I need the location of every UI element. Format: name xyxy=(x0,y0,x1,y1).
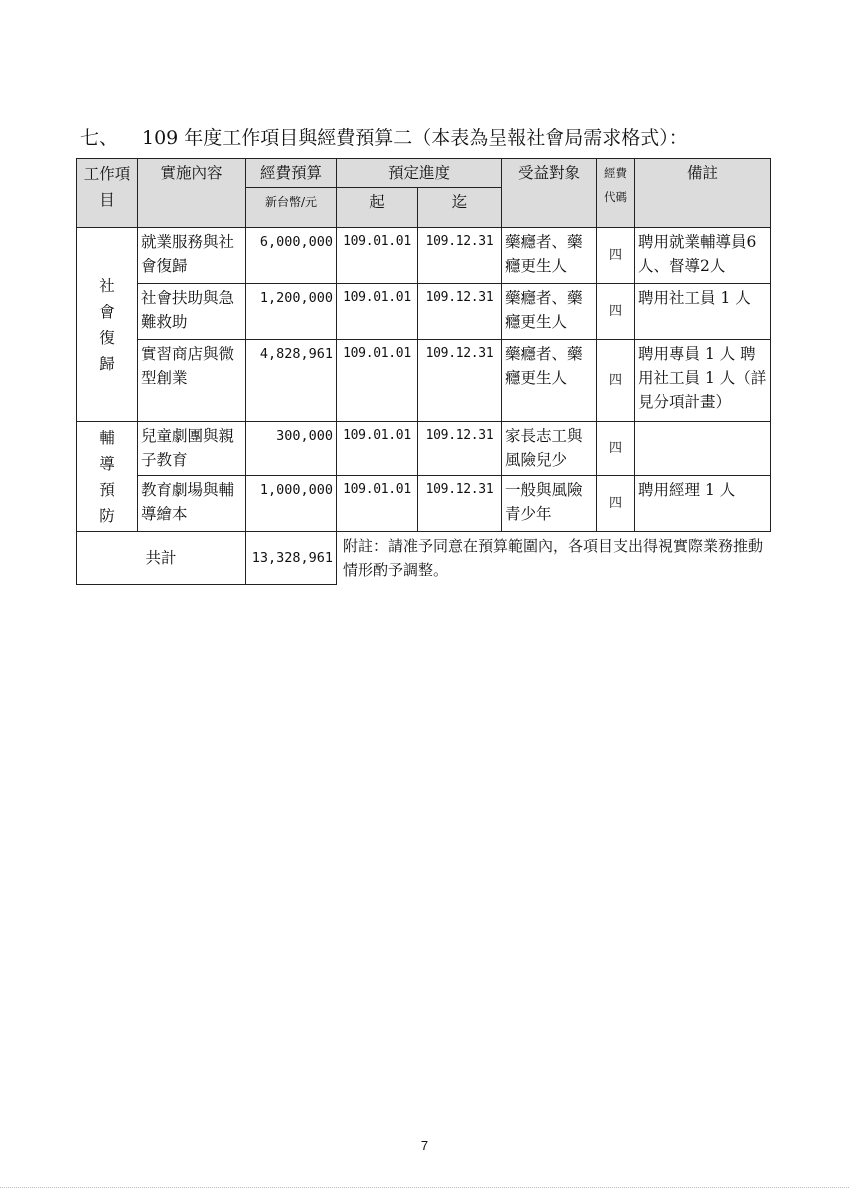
row-beneficiary: 藥癮者、藥癮更生人 xyxy=(502,284,597,340)
header-beneficiary: 受益對象 xyxy=(502,159,597,228)
page-divider xyxy=(0,1187,849,1188)
row-beneficiary: 家長志工與風險兒少 xyxy=(502,422,597,476)
row-content: 社會扶助與急難救助 xyxy=(138,284,246,340)
row-end: 109.12.31 xyxy=(418,284,502,340)
table-row xyxy=(77,476,771,532)
table-row xyxy=(77,228,771,284)
row-fund-code: 四 xyxy=(597,228,635,284)
total-value: 13,328,961 xyxy=(246,532,337,585)
row-content: 兒童劇團與親子教育 xyxy=(138,422,246,476)
budget-table xyxy=(76,158,771,585)
category-char: 導 xyxy=(99,454,115,473)
row-fund-code: 四 xyxy=(597,340,635,422)
row-content: 教育劇場與輔導繪本 xyxy=(138,476,246,532)
category-char: 輔 xyxy=(99,428,115,447)
row-fund-code: 四 xyxy=(597,476,635,532)
header-work-item: 工作項目 xyxy=(77,159,138,228)
section-heading xyxy=(80,123,688,150)
row-budget: 300,000 xyxy=(246,422,337,476)
row-start: 109.01.01 xyxy=(337,228,418,284)
row-remarks xyxy=(635,422,771,476)
row-beneficiary: 藥癮者、藥癮更生人 xyxy=(502,228,597,284)
budget-note: 附註：請准予同意在預算範圍內，各項目支出得視實際業務推動情形酌予調整。 xyxy=(343,537,764,579)
category-char: 防 xyxy=(99,506,115,525)
row-remarks: 聘用專員 1 人 聘用社工員 1 人（詳見分項計畫） xyxy=(635,340,771,422)
category-char: 預 xyxy=(99,480,115,499)
row-end: 109.12.31 xyxy=(418,476,502,532)
header-start: 起 xyxy=(337,188,418,228)
section-title: 109 年度工作項目與經費預算二（本表為呈報社會局需求格式）： xyxy=(142,127,688,149)
row-end: 109.12.31 xyxy=(418,228,502,284)
row-beneficiary: 一般與風險青少年 xyxy=(502,476,597,532)
header-fund-code xyxy=(597,159,635,228)
row-fund-code: 四 xyxy=(597,422,635,476)
row-end: 109.12.31 xyxy=(418,340,502,422)
header-fund-code-line1: 經費 xyxy=(604,166,628,180)
header-fund-code-line2: 代碼 xyxy=(604,190,628,204)
row-budget: 6,000,000 xyxy=(246,228,337,284)
category-char: 歸 xyxy=(99,354,115,373)
row-budget: 4,828,961 xyxy=(246,340,337,422)
table-row xyxy=(77,422,771,476)
total-row xyxy=(77,532,771,585)
header-end: 迄 xyxy=(418,188,502,228)
total-label: 共計 xyxy=(77,532,246,585)
category-char: 社 xyxy=(99,276,115,295)
row-start: 109.01.01 xyxy=(337,422,418,476)
page-number: 7 xyxy=(420,1138,429,1153)
row-start: 109.01.01 xyxy=(337,340,418,422)
header-remarks: 備註 xyxy=(635,159,771,228)
row-fund-code: 四 xyxy=(597,284,635,340)
header-budget-unit: 新台幣/元 xyxy=(246,188,337,228)
row-content: 實習商店與微型創業 xyxy=(138,340,246,422)
row-content: 就業服務與社會復歸 xyxy=(138,228,246,284)
category-social-reintegration xyxy=(77,228,138,422)
table-row xyxy=(77,340,771,422)
row-budget: 1,000,000 xyxy=(246,476,337,532)
row-start: 109.01.01 xyxy=(337,476,418,532)
header-budget: 經費預算 xyxy=(246,159,337,188)
category-char: 會 xyxy=(99,302,115,321)
row-budget: 1,200,000 xyxy=(246,284,337,340)
table-row xyxy=(77,284,771,340)
section-number: 七、 xyxy=(80,127,119,149)
header-schedule: 預定進度 xyxy=(337,159,502,188)
row-remarks: 聘用經理 1 人 xyxy=(635,476,771,532)
category-counseling-prevention xyxy=(77,422,138,532)
row-end: 109.12.31 xyxy=(418,422,502,476)
row-start: 109.01.01 xyxy=(337,284,418,340)
row-remarks: 聘用就業輔導員6人、督導2人 xyxy=(635,228,771,284)
category-char: 復 xyxy=(99,328,115,347)
row-beneficiary: 藥癮者、藥癮更生人 xyxy=(502,340,597,422)
header-row-1 xyxy=(77,159,771,188)
row-remarks: 聘用社工員 1 人 xyxy=(635,284,771,340)
header-content: 實施內容 xyxy=(138,159,246,228)
